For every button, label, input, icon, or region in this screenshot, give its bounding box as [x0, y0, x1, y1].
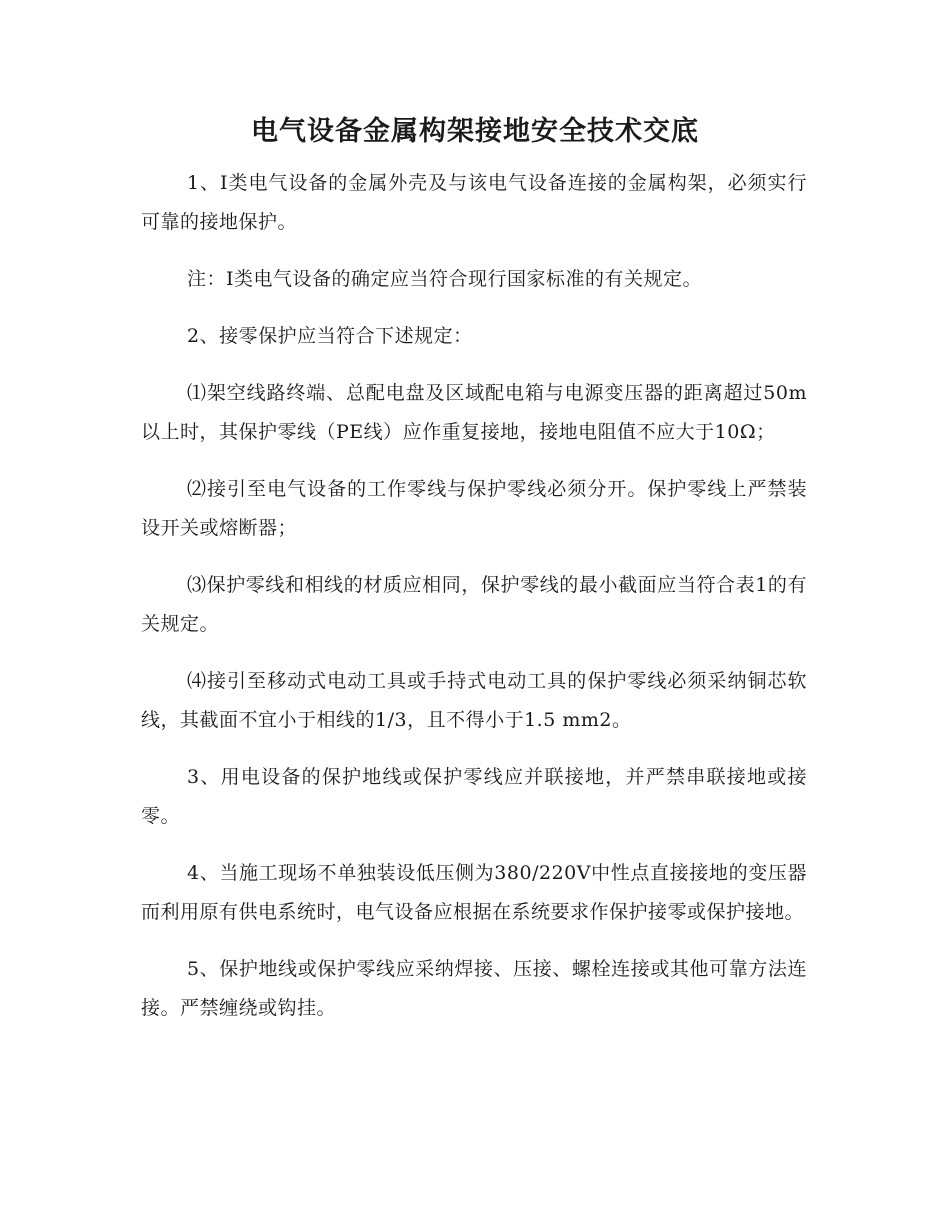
paragraph-3: 3、用电设备的保护地线或保护零线应并联接地，并严禁串联接地或接零。 [141, 766, 807, 827]
paragraph-2-item-2: ⑵接引至电气设备的工作零线与保护零线必须分开。保护零线上严禁装设开关或熔断器； [141, 478, 807, 539]
paragraph-2-item-3: ⑶保护零线和相线的材质应相同，保护零线的最小截面应当符合表1的有关规定。 [141, 574, 807, 635]
paragraph-4: 4、当施工现场不单独装设低压侧为380/220V中性点直接接地的变压器而利用原有供电系统时，电气设备应根据在系统要求作保护接零或保护接地。 [141, 862, 807, 923]
paragraph-5: 5、保护地线或保护零线应采纳焊接、压接、螺栓连接或其他可靠方法连接。严禁缠绕或钩挂。 [141, 958, 807, 1019]
document-body [141, 164, 807, 1046]
document-title: 电气设备金属构架接地安全技术交底 [251, 116, 699, 147]
paragraph-2: 2、接零保护应当符合下述规定： [187, 325, 473, 347]
paragraph-note: 注：Ⅰ类电气设备的确定应当符合现行国家标准的有关规定。 [187, 268, 703, 290]
paragraph-2-item-1: ⑴架空线路终端、总配电盘及区域配电箱与电源变压器的距离超过50m以上时，其保护零线（PE线）应作重复接地，接地电阻值不应大于10Ω； [141, 382, 807, 443]
paragraph-1: 1、Ⅰ类电气设备的金属外壳及与该电气设备连接的金属构架，必须实行可靠的接地保护。 [141, 172, 807, 233]
paragraph-2-item-4: ⑷接引至移动式电动工具或手持式电动工具的保护零线必须采纳铜芯软线，其截面不宜小于相线的1/3，且不得小于1.5 mm2。 [141, 670, 807, 731]
